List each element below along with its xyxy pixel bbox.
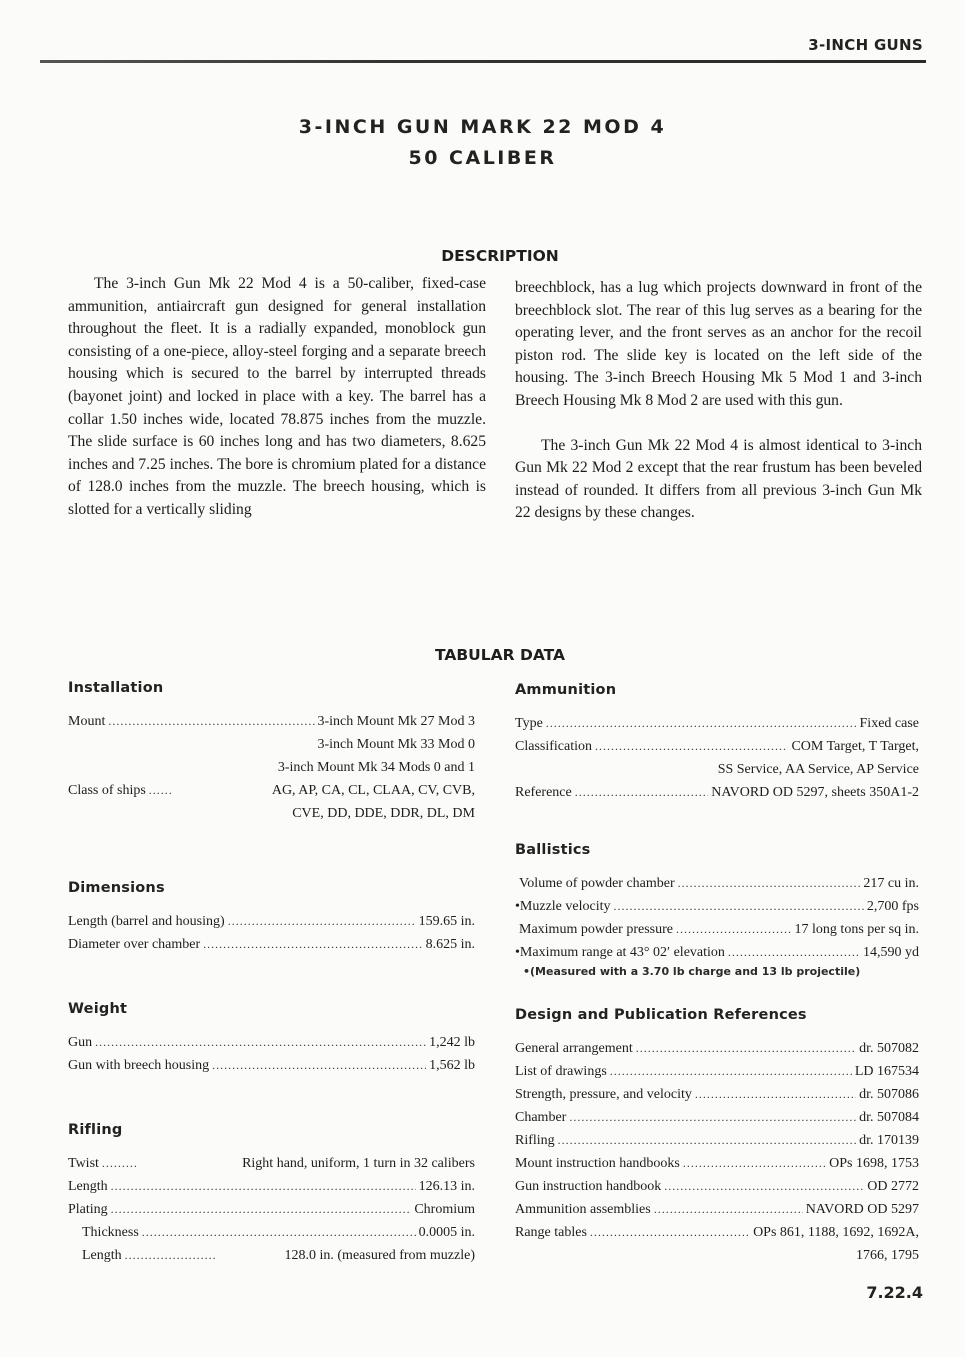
ballistics-row: [515, 918, 919, 941]
leader-dots: [590, 1221, 750, 1244]
row-label: Thickness: [82, 1225, 139, 1240]
ammunition-title: Ammunition: [515, 682, 617, 698]
weight-row: [68, 1054, 475, 1077]
weight-title: Weight: [68, 1001, 128, 1017]
description-paragraph: breechblock, has a lug which projects downward in front of the breechblock slot. The rear of this lug serves as a bearing for the operating lever, and the front serves as an anchor for the recoil piston rod. The slide key is located on the left side of the housing. The 3-inch Breech Housing Mk 5 Mod 1 and 3-inch Breech Housing Mk 8 Mod 2 are used with this gun.: [515, 279, 922, 409]
row-value: COM Target, T Target,: [791, 739, 919, 754]
row-value: 217 cu in.: [863, 876, 919, 891]
mount-continued: 3-inch Mount Mk 34 Mods 0 and 1: [277, 760, 475, 775]
weight-row: [68, 1031, 475, 1054]
leader-dots: [636, 1037, 856, 1060]
rifling-title: Rifling: [68, 1122, 123, 1138]
tabular-data-heading: TABULAR DATA: [435, 646, 565, 664]
row-value: 2,700 fps: [866, 899, 919, 914]
leader-dots: [111, 1198, 412, 1221]
row-value: 128.0 in. (measured from muzzle): [284, 1248, 475, 1263]
row-label: •Muzzle velocity: [515, 899, 611, 914]
row-label: List of drawings: [515, 1064, 607, 1079]
row-label: Class of ships: [68, 783, 146, 798]
rifling-group: [68, 1122, 475, 1267]
row-label: Ammunition assemblies: [515, 1202, 651, 1217]
reference-row: [515, 1083, 919, 1106]
leader-dots: [95, 1031, 426, 1054]
classification-continued: SS Service, AA Service, AP Service: [717, 762, 919, 777]
description-heading: DESCRIPTION: [441, 247, 559, 265]
ammunition-classification-row: [515, 735, 919, 758]
reference-row: [515, 1221, 919, 1244]
running-head: 3-INCH GUNS: [808, 36, 923, 54]
leader-dots: [683, 1152, 826, 1175]
mount-continued: 3-inch Mount Mk 33 Mod 0: [317, 737, 475, 752]
reference-row: [515, 1175, 919, 1198]
leader-dots: [546, 712, 857, 735]
installation-group: [68, 680, 475, 825]
row-label: General arrangement: [515, 1041, 633, 1056]
leader-dots: [695, 1083, 856, 1106]
reference-row: [515, 1129, 919, 1152]
row-value: Fixed case: [859, 716, 919, 731]
leader-dots: [125, 1244, 215, 1267]
row-label: Length: [68, 1179, 108, 1194]
row-value: OPs 1698, 1753: [829, 1156, 919, 1171]
leader-dots: [203, 933, 422, 956]
dimensions-group: [68, 880, 475, 956]
references-group: [515, 1007, 919, 1267]
leader-dots: [664, 1175, 864, 1198]
dimensions-title: Dimensions: [68, 880, 165, 896]
row-label: Type: [515, 716, 543, 731]
row-value: AG, AP, CA, CL, CLAA, CV, CVB,: [271, 783, 475, 798]
reference-row: [515, 1037, 919, 1060]
row-value: 3-inch Mount Mk 27 Mod 3: [317, 714, 475, 729]
leader-dots: [728, 941, 860, 964]
reference-row: [515, 1060, 919, 1083]
row-value: LD 167534: [854, 1064, 919, 1079]
rifling-row: [68, 1221, 475, 1244]
rifling-row: [68, 1244, 475, 1267]
ammunition-type-row: [515, 712, 919, 735]
leader-dots: [654, 1198, 803, 1221]
reference-row: [515, 1106, 919, 1129]
leader-dots: [212, 1054, 426, 1077]
row-label: Gun: [68, 1035, 93, 1050]
row-label: Rifling: [515, 1133, 555, 1148]
row-value: 1,562 lb: [429, 1058, 475, 1073]
leader-dots: [102, 1152, 136, 1175]
row-label: Gun with breech housing: [68, 1058, 210, 1073]
row-label: Range tables: [515, 1225, 587, 1240]
row-label: Twist: [68, 1156, 99, 1171]
row-value: dr. 170139: [859, 1133, 919, 1148]
reference-row: [515, 1152, 919, 1175]
dimension-row: [68, 933, 475, 956]
description-paragraph: The 3-inch Gun Mk 22 Mod 4 is almost identical to 3-inch Gun Mk 22 Mod 2 except that the rear frustum has been beveled instead of rounded. It differs from all previous 3-inch Gun Mk 22 designs by these changes.: [515, 436, 922, 522]
row-value: OD 2772: [867, 1179, 919, 1194]
row-label: Classification: [515, 739, 592, 754]
row-label: Gun instruction handbook: [515, 1179, 662, 1194]
leader-dots: [575, 781, 708, 804]
row-value: 159.65 in.: [418, 914, 475, 929]
references-title: Design and Publication References: [515, 1007, 807, 1023]
ammunition-reference-row: [515, 781, 919, 804]
title-line-1: 3-INCH GUN MARK 22 MOD 4: [298, 116, 667, 138]
description-paragraph: The 3-inch Gun Mk 22 Mod 4 is a 50-caliber, fixed-case ammunition, antiaircraft gun designed for general installation throughout the fleet. It is a radially expanded, monoblock gun consisting of a one-piece, alloy-steel forging and a separate breech housing which is secured to the barrel by interrupted threads (bayonet joint) and locked in place with a key. The barrel has a collar 1.50 inches wide, located 78.875 inches from the muzzle. The slide surface is 60 inches long and has two diameters, 8.625 inches and 7.25 inches. The bore is chromium plated for a distance of 128.0 inches from the muzzle. The breech housing, which is slotted for a vertically sliding: [68, 275, 486, 518]
ammunition-group: [515, 682, 919, 804]
row-value: OPs 861, 1188, 1692, 1692A,: [753, 1225, 919, 1240]
row-value: 126.13 in.: [418, 1179, 475, 1194]
row-label: Reference: [515, 785, 572, 800]
row-value: 0.0005 in.: [418, 1225, 475, 1240]
row-value: dr. 507084: [859, 1110, 919, 1125]
row-label: Volume of powder chamber: [519, 876, 675, 891]
ballistics-row: [515, 872, 919, 895]
row-value: NAVORD OD 5297: [805, 1202, 919, 1217]
row-label: Diameter over chamber: [68, 937, 201, 952]
ballistics-row: [515, 941, 919, 964]
leader-dots: [610, 1060, 852, 1083]
leader-dots: [595, 735, 788, 758]
leader-dots: [149, 779, 171, 802]
ballistics-group: [515, 842, 919, 980]
description-left-column: [68, 273, 486, 522]
row-label: Length (barrel and housing): [68, 914, 225, 929]
page-title: [0, 112, 965, 174]
row-value: dr. 507086: [859, 1087, 919, 1102]
rifling-row: [68, 1175, 475, 1198]
row-value: Chromium: [414, 1202, 475, 1217]
row-value: 8.625 in.: [425, 937, 475, 952]
header-rule: [40, 60, 926, 63]
row-label: Mount instruction handbooks: [515, 1156, 680, 1171]
range-tables-continued: 1766, 1795: [856, 1248, 919, 1263]
weight-group: [68, 1001, 475, 1077]
leader-dots: [228, 910, 416, 933]
leader-dots: [142, 1221, 416, 1244]
page-number: 7.22.4: [866, 1283, 923, 1302]
leader-dots: [676, 918, 792, 941]
ballistics-row: [515, 895, 919, 918]
title-line-2: 50 CALIBER: [408, 147, 557, 169]
row-value: NAVORD OD 5297, sheets 350A1-2: [711, 785, 919, 800]
leader-dots: [558, 1129, 856, 1152]
row-label: •Maximum range at 43° 02′ elevation: [515, 945, 725, 960]
row-label: Strength, pressure, and velocity: [515, 1087, 692, 1102]
rifling-row: [68, 1198, 475, 1221]
leader-dots: [111, 1175, 416, 1198]
mount-row: [68, 710, 475, 733]
row-value: Right hand, uniform, 1 turn in 32 calibers: [242, 1156, 475, 1171]
description-right-column: [515, 277, 922, 525]
leader-dots: [108, 710, 314, 733]
row-label: Length: [82, 1248, 122, 1263]
leader-dots: [569, 1106, 856, 1129]
row-value: 17 long tons per sq in.: [794, 922, 919, 937]
row-value: 1,242 lb: [429, 1035, 475, 1050]
row-label: Maximum powder pressure: [519, 922, 673, 937]
installation-title: Installation: [68, 680, 164, 696]
dimension-row: [68, 910, 475, 933]
reference-row: [515, 1198, 919, 1221]
row-label: Chamber: [515, 1110, 567, 1125]
leader-dots: [678, 872, 861, 895]
ballistics-footnote: •(Measured with a 3.70 lb charge and 13 lb projectile): [523, 965, 861, 978]
rifling-row: [68, 1152, 475, 1175]
leader-dots: [613, 895, 863, 918]
ballistics-title: Ballistics: [515, 842, 591, 858]
class-of-ships-continued: CVE, DD, DDE, DDR, DL, DM: [292, 806, 475, 821]
row-label: Mount: [68, 714, 106, 729]
row-label: Plating: [68, 1202, 108, 1217]
row-value: dr. 507082: [859, 1041, 919, 1056]
class-of-ships-row: [68, 779, 475, 802]
row-value: 14,590 yd: [863, 945, 919, 960]
